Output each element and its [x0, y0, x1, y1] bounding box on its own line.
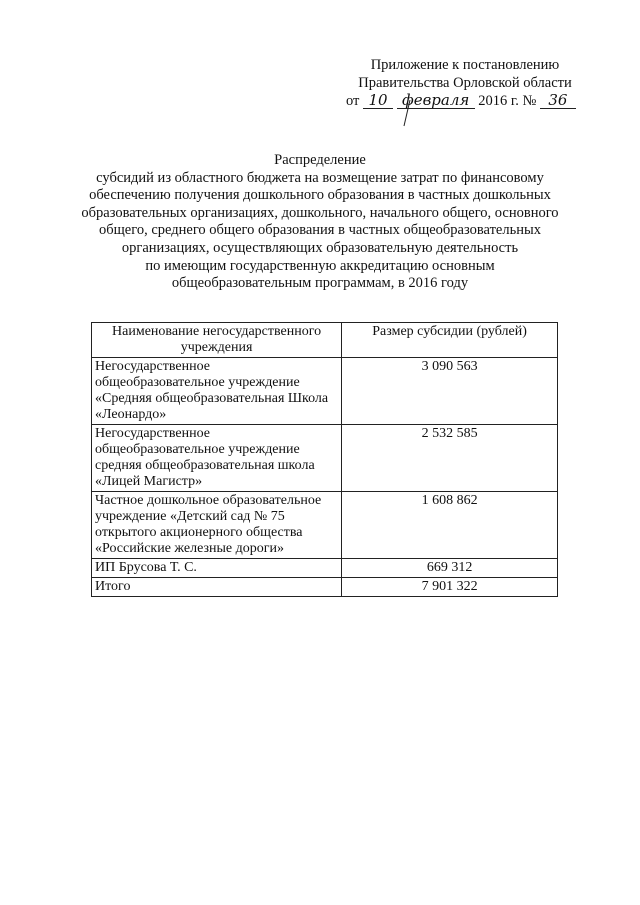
date-month-handwritten: февраля: [397, 92, 475, 109]
header-amount: Размер субсидии (рублей): [342, 323, 558, 358]
handwriting-stroke-icon: [390, 98, 450, 128]
title-line-4: образовательных организациях, дошкольного, начального общего, основного: [81, 204, 559, 221]
total-label: Итого: [92, 578, 342, 597]
title-line-2: субсидий из областного бюджета на возмещение затрат по финансовому: [96, 169, 544, 186]
appendix-header: [340, 56, 590, 110]
row-name: Частное дошкольное образовательное учреждение «Детский сад № 75 открытого акционерного общества «Российские железные дороги»: [92, 492, 342, 559]
table-row: [92, 492, 558, 559]
table-header-row: [92, 323, 558, 358]
document-number-handwritten: 36: [540, 92, 576, 109]
header-name: Наименование негосударственного учреждения: [92, 323, 342, 358]
row-amount: 2 532 585: [342, 425, 558, 492]
title-line-1: Распределение: [274, 152, 366, 168]
row-amount: 3 090 563: [342, 358, 558, 425]
title-line-8: общеобразовательным программам, в 2016 году: [171, 275, 469, 292]
title-line-5: общего, среднего общего образования в частных общеобразовательных: [99, 222, 541, 239]
table-row: [92, 358, 558, 425]
appendix-line-1: Приложение к постановлению: [370, 57, 560, 73]
row-name: Негосударственное общеобразовательное учреждение средняя общеобразовательная школа «Лицей Магистр»: [92, 425, 342, 492]
row-name: ИП Брусова Т. С.: [92, 559, 342, 578]
row-name: Негосударственное общеобразовательное учреждение «Средняя общеобразовательная Школа «Леонардо»: [92, 358, 342, 425]
document-title: [70, 152, 570, 293]
row-amount: 1 608 862: [342, 492, 558, 559]
title-line-3: обеспечению получения дошкольного образования в частных дошкольных: [89, 187, 551, 204]
date-year: 2016 г. №: [478, 93, 537, 109]
title-line-7: по имеющим государственную аккредитацию основным: [145, 257, 495, 274]
title-line-6: организациях, осуществляющих образовательную деятельность: [121, 239, 519, 256]
appendix-line-2: Правительства Орловской области: [358, 75, 572, 91]
table-total-row: [92, 578, 558, 597]
appendix-date-line: [340, 92, 590, 110]
date-prefix: от: [346, 93, 360, 109]
table-row: [92, 425, 558, 492]
date-day-handwritten: 10: [363, 92, 393, 109]
row-amount: 669 312: [342, 559, 558, 578]
total-amount: 7 901 322: [342, 578, 558, 597]
subsidy-table: [91, 322, 558, 597]
table-row: [92, 559, 558, 578]
